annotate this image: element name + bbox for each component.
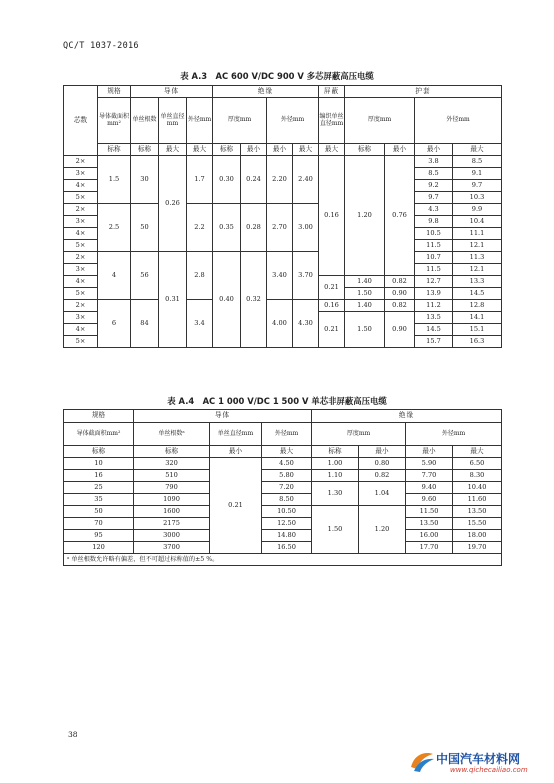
ins-nominal: 0.35 [213, 204, 241, 252]
hdr-min: 最小 [359, 446, 406, 458]
ins-min: 0.24 [241, 156, 267, 204]
strand-count: 320 [134, 458, 210, 470]
braid-dia: 0.16 [319, 156, 345, 276]
table-a4-caption: 表 A.4 AC 1 000 V/DC 1 500 V 单芯非屏蔽高压电缆 [167, 396, 387, 406]
core-label: 3× [64, 312, 98, 324]
sheath-od-max: 14.5 [453, 288, 502, 300]
sheath-od-min: 11.5 [415, 240, 453, 252]
hdr-cross-section: 导体截面积mm² [64, 423, 134, 446]
table-a4-footnote: ᵃ 单丝根数允许略有偏差，但不可超过标称值的±5 %。 [64, 554, 502, 566]
page-number: 38 [68, 730, 78, 739]
ins-min: 0.80 [359, 458, 406, 470]
conductor-outer: 7.20 [262, 482, 312, 494]
sheath-od-max: 12.1 [453, 264, 502, 276]
ins-nominal: 1.00 [312, 458, 359, 470]
hdr-thickness: 厚度mm [312, 423, 406, 446]
ins-od-min: 9.60 [406, 494, 453, 506]
hdr-outer-dia: 外径mm [262, 423, 312, 446]
sheath-od-max: 16.3 [453, 336, 502, 348]
core-label: 2× [64, 300, 98, 312]
hdr-sheath-outer-dia: 外径mm [415, 98, 502, 144]
cross-section: 50 [64, 506, 134, 518]
watermark-name: 中国汽车材料网 [436, 752, 521, 766]
ins-nominal: 0.40 [213, 252, 241, 348]
sheath-od-min: 4.3 [415, 204, 453, 216]
ins-nominal: 0.30 [213, 156, 241, 204]
cross-section: 1.5 [98, 156, 131, 204]
sheath-od-min: 15.7 [415, 336, 453, 348]
hdr-strand-dia: 单丝直径mm [159, 98, 187, 144]
core-label: 5× [64, 240, 98, 252]
hdr-insulation: 绝缘 [312, 410, 502, 423]
ins-od-max: 11.60 [453, 494, 502, 506]
sheath-od-min: 11.5 [415, 264, 453, 276]
sheath-od-min: 9.2 [415, 180, 453, 192]
ins-od-max: 2.40 [293, 156, 319, 204]
sheath-od-max: 9.9 [453, 204, 502, 216]
ins-od-min: 5.90 [406, 458, 453, 470]
sheath-od-max: 9.7 [453, 180, 502, 192]
sheath-od-min: 11.2 [415, 300, 453, 312]
hdr-nominal: 标称 [134, 446, 210, 458]
ins-od-max: 19.70 [453, 542, 502, 554]
cross-section: 6 [98, 300, 131, 348]
ins-nominal: 1.50 [312, 506, 359, 554]
ins-od-min: 11.50 [406, 506, 453, 518]
conductor-outer: 5.80 [262, 470, 312, 482]
ins-min: 1.04 [359, 482, 406, 506]
sheath-od-min: 8.5 [415, 168, 453, 180]
conductor-outer: 3.4 [187, 300, 213, 348]
table-a4 [63, 409, 502, 566]
cross-section: 120 [64, 542, 134, 554]
strand-count: 3700 [134, 542, 210, 554]
hdr-min: 最小 [241, 144, 267, 156]
cross-section: 25 [64, 482, 134, 494]
core-label: 3× [64, 264, 98, 276]
hdr-nominal: 标称 [312, 446, 359, 458]
hdr-max: 最大 [187, 144, 213, 156]
ins-od-max: 8.30 [453, 470, 502, 482]
ins-od-max: 3.70 [293, 252, 319, 300]
ins-od-min: 7.70 [406, 470, 453, 482]
ins-nominal: 1.30 [312, 482, 359, 506]
sheath-od-min: 14.5 [415, 324, 453, 336]
strand-count: 30 [131, 156, 159, 204]
cross-section: 35 [64, 494, 134, 506]
watermark-logo-icon [408, 747, 436, 775]
hdr-min: 最小 [415, 144, 453, 156]
ins-od-min: 17.70 [406, 542, 453, 554]
ins-od-max: 6.50 [453, 458, 502, 470]
sheath-od-min: 9.8 [415, 216, 453, 228]
core-label: 5× [64, 336, 98, 348]
braid-dia: 0.21 [319, 276, 345, 300]
sheath-od-max: 9.1 [453, 168, 502, 180]
hdr-nominal: 标称 [345, 144, 385, 156]
hdr-min: 最小 [267, 144, 293, 156]
standard-code: QC/T 1037-2016 [63, 41, 139, 51]
strand-count: 56 [131, 252, 159, 300]
hdr-sheath-thickness: 厚度mm [345, 98, 415, 144]
sheath-od-max: 10.3 [453, 192, 502, 204]
table-a3 [63, 85, 502, 348]
sheath-od-min: 13.9 [415, 288, 453, 300]
cross-section: 16 [64, 470, 134, 482]
ins-od-min: 4.00 [267, 300, 293, 348]
sheath-nominal: 1.20 [345, 156, 385, 276]
hdr-sheath: 护套 [345, 86, 502, 98]
strand-dia: 0.26 [159, 156, 187, 252]
sheath-od-min: 3.8 [415, 156, 453, 168]
strand-count: 510 [134, 470, 210, 482]
strand-dia: 0.21 [210, 458, 262, 554]
hdr-spec: 规格 [98, 86, 131, 98]
hdr-min: 最小 [406, 446, 453, 458]
core-label: 2× [64, 156, 98, 168]
ins-od-min: 3.40 [267, 252, 293, 300]
sheath-od-min: 12.7 [415, 276, 453, 288]
hdr-braid-dia: 编织单丝直径mm [319, 98, 345, 144]
table-a3-caption: 表 A.3 AC 600 V/DC 900 V 多芯屏蔽高压电缆 [180, 71, 374, 81]
hdr-cross-section: 导体截面积mm² [98, 98, 131, 144]
ins-od-min: 9.40 [406, 482, 453, 494]
ins-od-max: 3.00 [293, 204, 319, 252]
strand-count: 3000 [134, 530, 210, 542]
cross-section: 95 [64, 530, 134, 542]
conductor-outer: 16.50 [262, 542, 312, 554]
sheath-od-min: 9.7 [415, 192, 453, 204]
ins-od-max: 4.30 [293, 300, 319, 348]
conductor-outer: 4.50 [262, 458, 312, 470]
core-label: 4× [64, 276, 98, 288]
ins-od-max: 15.50 [453, 518, 502, 530]
strand-count: 84 [131, 300, 159, 348]
sheath-min: 0.90 [385, 312, 415, 348]
hdr-max: 最大 [159, 144, 187, 156]
hdr-strand-count: 单丝根数 [131, 98, 159, 144]
core-label: 3× [64, 168, 98, 180]
sheath-od-max: 11.3 [453, 252, 502, 264]
sheath-nominal: 1.50 [345, 288, 385, 300]
hdr-nominal: 标称 [213, 144, 241, 156]
hdr-ins-outer-dia: 外径mm [406, 423, 502, 446]
sheath-od-max: 15.1 [453, 324, 502, 336]
hdr-outer-dia: 外径mm [187, 98, 213, 144]
sheath-od-max: 8.5 [453, 156, 502, 168]
watermark [408, 747, 546, 779]
conductor-outer: 1.7 [187, 156, 213, 204]
sheath-nominal: 1.40 [345, 300, 385, 312]
hdr-ins-outer-dia: 外径mm [267, 98, 319, 144]
sheath-od-max: 12.1 [453, 240, 502, 252]
ins-min: 0.32 [241, 252, 267, 348]
strand-count: 50 [131, 204, 159, 252]
conductor-outer: 2.2 [187, 204, 213, 252]
strand-count: 790 [134, 482, 210, 494]
hdr-min: 最小 [210, 446, 262, 458]
cross-section: 70 [64, 518, 134, 530]
sheath-min: 0.76 [385, 156, 415, 276]
ins-min: 0.82 [359, 470, 406, 482]
hdr-max: 最大 [319, 144, 345, 156]
sheath-od-max: 13.3 [453, 276, 502, 288]
cross-section: 2.5 [98, 204, 131, 252]
cross-section: 4 [98, 252, 131, 300]
ins-min: 1.20 [359, 506, 406, 554]
sheath-min: 0.90 [385, 288, 415, 300]
conductor-outer: 12.50 [262, 518, 312, 530]
sheath-od-min: 13.5 [415, 312, 453, 324]
hdr-conductor: 导体 [131, 86, 213, 98]
ins-min: 0.28 [241, 204, 267, 252]
sheath-od-max: 10.4 [453, 216, 502, 228]
core-label: 2× [64, 252, 98, 264]
strand-count: 1090 [134, 494, 210, 506]
ins-od-max: 18.00 [453, 530, 502, 542]
sheath-min: 0.82 [385, 276, 415, 288]
hdr-spec: 规格 [64, 410, 134, 423]
ins-od-min: 16.00 [406, 530, 453, 542]
hdr-ins-thickness: 厚度mm [213, 98, 267, 144]
cross-section: 10 [64, 458, 134, 470]
core-label: 4× [64, 180, 98, 192]
sheath-od-min: 10.5 [415, 228, 453, 240]
hdr-nominal: 标称 [64, 446, 134, 458]
core-label: 4× [64, 324, 98, 336]
watermark-url: www.qichecailiao.com [450, 766, 528, 774]
conductor-outer: 2.8 [187, 252, 213, 300]
sheath-nominal: 1.50 [345, 312, 385, 348]
hdr-max: 最大 [293, 144, 319, 156]
ins-od-max: 10.40 [453, 482, 502, 494]
core-label: 2× [64, 204, 98, 216]
sheath-od-max: 11.1 [453, 228, 502, 240]
sheath-nominal: 1.40 [345, 276, 385, 288]
core-label: 5× [64, 192, 98, 204]
hdr-insulation: 绝缘 [213, 86, 319, 98]
hdr-core-count: 芯数 [64, 86, 98, 156]
sheath-od-max: 14.1 [453, 312, 502, 324]
hdr-strand-dia: 单丝直径mm [210, 423, 262, 446]
sheath-min: 0.82 [385, 300, 415, 312]
hdr-strand-count: 单丝根数ᵃ [134, 423, 210, 446]
strand-count: 2175 [134, 518, 210, 530]
conductor-outer: 8.50 [262, 494, 312, 506]
core-label: 4× [64, 228, 98, 240]
ins-od-min: 2.70 [267, 204, 293, 252]
hdr-max: 最大 [262, 446, 312, 458]
conductor-outer: 14.80 [262, 530, 312, 542]
conductor-outer: 10.50 [262, 506, 312, 518]
hdr-max: 最大 [453, 144, 502, 156]
hdr-min: 最小 [385, 144, 415, 156]
ins-nominal: 1.10 [312, 470, 359, 482]
ins-od-min: 2.20 [267, 156, 293, 204]
braid-dia: 0.21 [319, 312, 345, 348]
strand-dia: 0.31 [159, 252, 187, 348]
core-label: 5× [64, 288, 98, 300]
ins-od-min: 13.50 [406, 518, 453, 530]
ins-od-max: 13.50 [453, 506, 502, 518]
hdr-conductor: 导体 [134, 410, 312, 423]
braid-dia: 0.16 [319, 300, 345, 312]
sheath-od-max: 12.8 [453, 300, 502, 312]
hdr-shield: 屏蔽 [319, 86, 345, 98]
core-label: 3× [64, 216, 98, 228]
hdr-nominal: 标称 [98, 144, 131, 156]
strand-count: 1600 [134, 506, 210, 518]
hdr-nominal: 标称 [131, 144, 159, 156]
sheath-od-min: 10.7 [415, 252, 453, 264]
hdr-max: 最大 [453, 446, 502, 458]
